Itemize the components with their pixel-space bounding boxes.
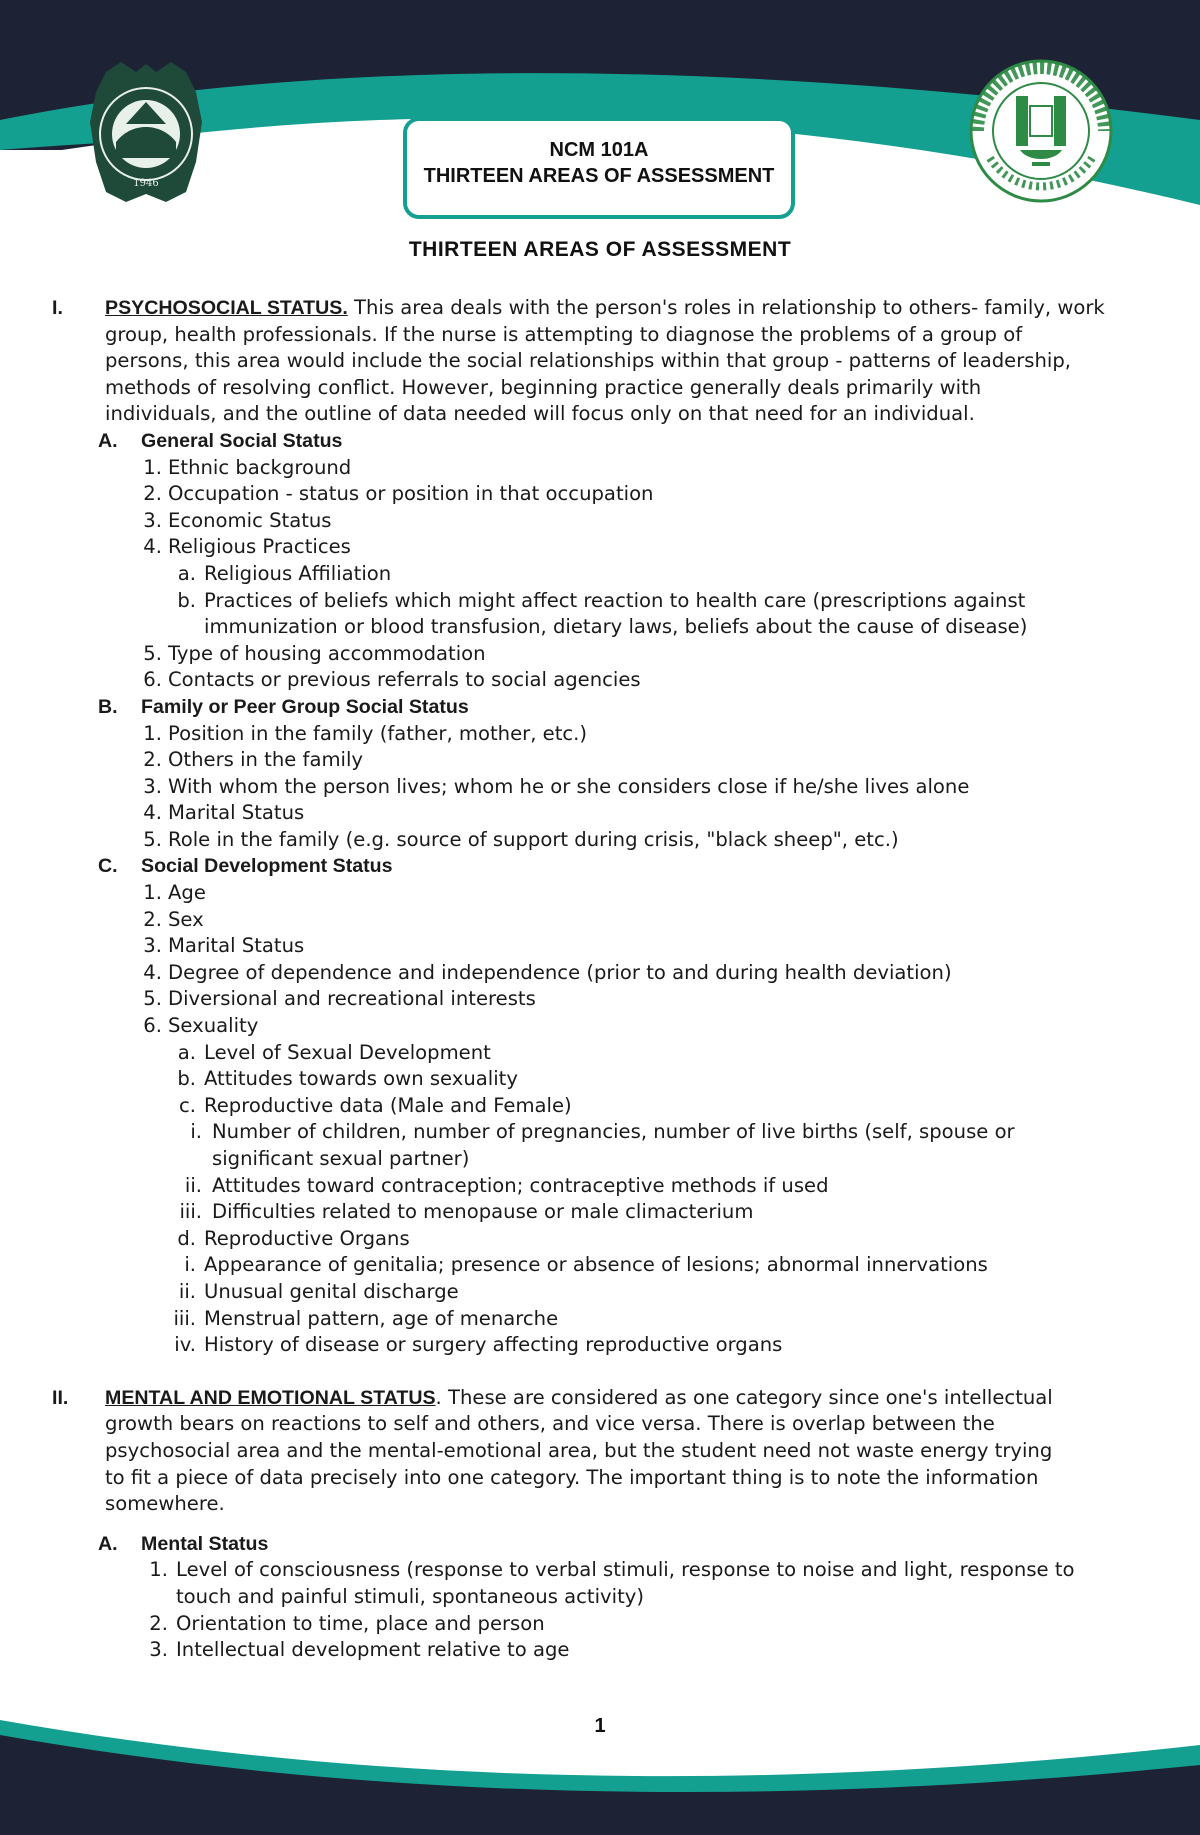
- item-text: Orientation to time, place and person: [176, 1611, 545, 1635]
- item-text: touch and painful stimuli, spontaneous activity): [176, 1584, 645, 1608]
- list-roman-item: [52, 1199, 1132, 1226]
- page-number: 1: [594, 1715, 606, 1737]
- list-item: [52, 933, 1132, 960]
- item-roman: ii.: [184, 1173, 202, 1197]
- college-of-nursing-seal-logo: [968, 58, 1114, 204]
- item-roman: iv.: [174, 1333, 196, 1357]
- item-text: Reproductive data (Male and Female): [204, 1093, 572, 1117]
- item-text: Others in the family: [168, 748, 364, 772]
- section-number: I.: [52, 297, 63, 319]
- item-text: Marital Status: [168, 801, 305, 825]
- item-text: Sexuality: [168, 1014, 259, 1038]
- item-text: Diversional and recreational interests: [168, 987, 536, 1011]
- item-number: 2.: [143, 748, 162, 772]
- list-item: [52, 747, 1132, 774]
- item-text: Appearance of genitalia; presence or absence of lesions; abnormal innervations: [204, 1253, 988, 1277]
- subsection-title: Family or Peer Group Social Status: [141, 695, 469, 718]
- document-title: THIRTEEN AREAS OF ASSESSMENT: [408, 238, 792, 261]
- subsection-mental-status: [52, 1531, 1132, 1558]
- item-text: Degree of dependence and independence (prior to and during health deviation): [168, 960, 952, 984]
- list-subitem: [52, 1066, 1132, 1093]
- section-text-line: methods of resolving conflict. However, beginning practice generally deals primarily with: [105, 375, 982, 399]
- item-letter: d.: [177, 1226, 196, 1250]
- section-text-line: group, health professionals. If the nurse is attempting to diagnose the problems of a group of: [105, 322, 1023, 346]
- list-item: [52, 800, 1132, 827]
- list-item: [52, 1013, 1132, 1040]
- item-text: Level of consciousness (response to verbal stimuli, response to noise and light, response to: [176, 1558, 1075, 1582]
- item-text: immunization or blood transfusion, dietary laws, beliefs about the cause of disease): [204, 615, 1028, 639]
- item-text: Practices of beliefs which might affect reaction to health care (prescriptions against: [204, 588, 1026, 612]
- item-text: Ethnic background: [168, 455, 352, 479]
- spacer: [52, 1359, 1132, 1385]
- list-subitem: [52, 588, 1132, 615]
- course-title: THIRTEEN AREAS OF ASSESSMENT: [423, 165, 775, 187]
- subsection-letter: A.: [98, 1532, 118, 1555]
- subsection-title: Social Development Status: [141, 855, 393, 878]
- section-text-line: individuals, and the outline of data needed will focus only on that need for an individual.: [105, 402, 975, 426]
- list-item: [52, 641, 1132, 668]
- list-roman-item-continuation: [52, 1146, 1132, 1173]
- item-text: Sex: [168, 907, 204, 931]
- list-subitem: [52, 1040, 1132, 1067]
- item-number: 5.: [143, 641, 162, 665]
- list-item: [52, 721, 1132, 748]
- list-roman-item: [52, 1119, 1132, 1146]
- item-text: With whom the person lives; whom he or she considers close if he/she lives alone: [168, 774, 970, 798]
- item-text: Contacts or previous referrals to social agencies: [168, 668, 641, 692]
- item-number: 3.: [149, 1638, 168, 1662]
- list-subitem-continuation: [52, 614, 1132, 641]
- item-text: Type of housing accommodation: [168, 641, 486, 665]
- item-text: Economic Status: [168, 508, 332, 532]
- item-letter: c.: [178, 1093, 196, 1117]
- item-number: 5.: [143, 827, 162, 851]
- course-header-box: [403, 117, 795, 219]
- item-text: Religious Practices: [168, 535, 351, 559]
- university-seal-logo: [86, 62, 206, 202]
- item-text: Level of Sexual Development: [204, 1040, 491, 1064]
- item-text: Menstrual pattern, age of menarche: [204, 1306, 559, 1330]
- item-text: Age: [168, 881, 206, 905]
- subsection-letter: C.: [98, 855, 118, 878]
- list-roman-item: [52, 1332, 1132, 1359]
- section-text-line: growth bears on reactions to self and others, and vice versa. There is overlap between the: [105, 1412, 995, 1436]
- section-heading: MENTAL AND EMOTIONAL STATUS: [105, 1386, 436, 1409]
- section-text-line: psychosocial area and the mental-emotional area, but the student need not waste energy trying: [105, 1438, 1053, 1462]
- section-text-line: . These are considered as one category since one's intellectual: [435, 1385, 1053, 1409]
- item-number: 6.: [143, 1014, 162, 1038]
- item-number: 2.: [143, 482, 162, 506]
- section-text-line: to fit a piece of data precisely into one category. The important thing is to note the information: [105, 1465, 1039, 1489]
- item-roman: iii.: [173, 1306, 196, 1330]
- section-text-line: This area deals with the person's roles in relationship to others- family, work: [347, 296, 1105, 319]
- list-item: [52, 534, 1132, 561]
- item-text: Attitudes towards own sexuality: [204, 1067, 518, 1091]
- item-text: Reproductive Organs: [204, 1226, 410, 1250]
- item-roman: iii.: [179, 1200, 202, 1224]
- item-text: Attitudes toward contraception; contraceptive methods if used: [212, 1173, 829, 1197]
- list-roman-item: [52, 1252, 1132, 1279]
- subsection-letter: A.: [98, 429, 118, 452]
- list-item: [52, 508, 1132, 535]
- subsection-social-development-status: [52, 853, 1132, 880]
- item-letter: a.: [177, 1040, 196, 1064]
- item-number: 2.: [149, 1611, 168, 1635]
- list-item: [52, 827, 1132, 854]
- list-item: [52, 880, 1132, 907]
- item-text: History of disease or surgery affecting reproductive organs: [204, 1333, 783, 1357]
- subsection-title: Mental Status: [141, 1532, 269, 1555]
- item-number: 3.: [143, 508, 162, 532]
- section-heading: PSYCHOSOCIAL STATUS.: [105, 297, 348, 319]
- list-item: [52, 455, 1132, 482]
- item-text: Marital Status: [168, 934, 305, 958]
- item-number: 1.: [149, 1558, 168, 1582]
- list-subitem: [52, 561, 1132, 588]
- list-item-continuation: [52, 1584, 1132, 1611]
- item-number: 4.: [143, 801, 162, 825]
- item-letter: a.: [177, 561, 196, 585]
- list-item: [52, 667, 1132, 694]
- subsection-title: General Social Status: [141, 429, 343, 452]
- item-number: 1.: [143, 881, 162, 905]
- item-letter: b.: [177, 1067, 196, 1091]
- list-roman-item: [52, 1279, 1132, 1306]
- item-text: Unusual genital discharge: [204, 1279, 459, 1303]
- item-roman: ii.: [178, 1279, 196, 1303]
- list-item: [52, 481, 1132, 508]
- list-item: [52, 960, 1132, 987]
- section-mental-emotional: [52, 1385, 1132, 1518]
- section-number: II.: [52, 1386, 69, 1409]
- subsection-letter: B.: [98, 695, 118, 718]
- section-text-line: somewhere.: [105, 1492, 225, 1516]
- section-text-line: persons, this area would include the social relationships within that group - patterns of leadership,: [105, 349, 1072, 373]
- svg-text:1946: 1946: [133, 178, 159, 189]
- list-item: [52, 907, 1132, 934]
- item-number: 1.: [143, 721, 162, 745]
- subsection-family-peer-status: [52, 694, 1132, 721]
- item-number: 6.: [143, 668, 162, 692]
- list-item: [52, 1637, 1132, 1664]
- item-text: Intellectual development relative to age: [176, 1638, 570, 1662]
- item-number: 1.: [143, 455, 162, 479]
- subsection-general-social-status: [52, 428, 1132, 455]
- list-item: [52, 986, 1132, 1013]
- item-text: Occupation - status or position in that occupation: [168, 482, 654, 506]
- section-psychosocial: [52, 295, 1132, 428]
- item-letter: b.: [177, 588, 196, 612]
- item-text: Difficulties related to menopause or male climacterium: [212, 1200, 754, 1224]
- list-item: [52, 1557, 1132, 1584]
- course-code: NCM 101A: [549, 139, 649, 161]
- item-text: significant sexual partner): [212, 1147, 470, 1170]
- item-number: 4.: [143, 535, 162, 559]
- list-roman-item: [52, 1173, 1132, 1200]
- list-subitem: [52, 1093, 1132, 1120]
- item-text: Number of children, number of pregnancies, number of live births (self, spouse or: [212, 1120, 1015, 1144]
- item-text: Position in the family (father, mother, etc.): [168, 721, 588, 745]
- list-item: [52, 774, 1132, 801]
- spacer: [52, 1518, 1132, 1531]
- item-roman: i.: [184, 1253, 196, 1277]
- item-number: 3.: [143, 934, 162, 958]
- document-body: [52, 295, 1132, 1664]
- list-subitem: [52, 1226, 1132, 1253]
- item-number: 5.: [143, 987, 162, 1011]
- item-text: Religious Affiliation: [204, 561, 392, 585]
- item-number: 4.: [143, 960, 162, 984]
- list-item: [52, 1611, 1132, 1638]
- list-roman-item: [52, 1306, 1132, 1333]
- item-text: Role in the family (e.g. source of support during crisis, "black sheep", etc.): [168, 827, 899, 851]
- item-number: 3.: [143, 774, 162, 798]
- item-roman: i.: [190, 1120, 202, 1144]
- item-number: 2.: [143, 907, 162, 931]
